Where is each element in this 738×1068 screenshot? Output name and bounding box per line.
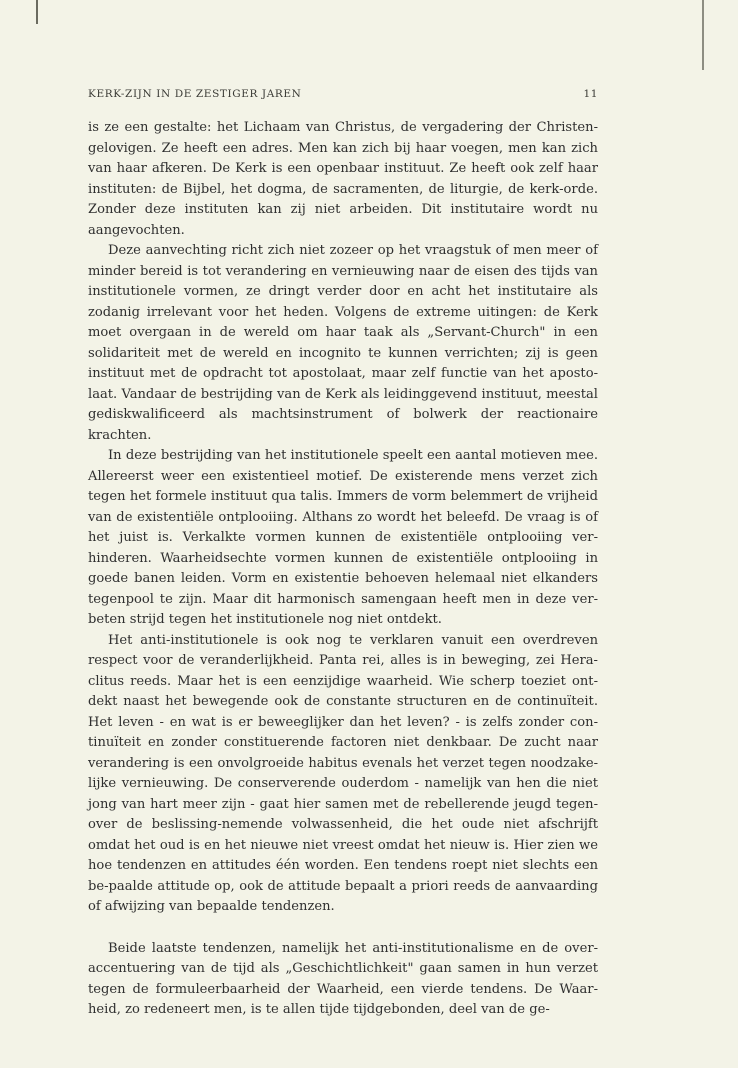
page-header bbox=[88, 88, 598, 104]
paragraph-5: Beide laatste tendenzen, namelijk het anti-institutionalisme en de over-accentuering van de tijd als „Geschichtlichkeit" gaan samen in hun verzet tegen de formuleerbaarheid der Waarheid, een vierde tendens. De Waar-heid, zo redeneert men, is te allen tijde tijdgebonden, deel van de ge- bbox=[88, 940, 598, 1017]
running-title: KERK-ZIJN IN DE ZESTIGER JAREN bbox=[88, 88, 302, 100]
scan-edge-left bbox=[36, 0, 38, 24]
paragraph-1: is ze een gestalte: het Lichaam van Christus, de vergadering der Christen-gelovigen. Ze heeft een adres. Men kan zich bij haar voegen, men kan zich van haar afkeren. De Kerk is een openbaar instituut. Ze heeft ook zelf haar instituten: de Bijbel, het dogma, de sacramenten, de liturgie, de kerk-orde. Zonder deze instituten kan zij niet arbeiden. Dit institutaire wordt nu aangevochten. bbox=[88, 120, 598, 238]
paragraph-4: Het anti-institutionele is ook nog te verklaren vanuit een overdreven respect voor de veranderlijkheid. Panta rei, alles is in beweging, zei Hera-clitus reeds. Maar het is een eenzijdige waarheid. Wie scherp toeziet ont-dekt naast het bewegende ook de constante structuren en de continuïteit. Het leven - en wat is er beweeglijker dan het leven? - is zelfs zonder con-tinuïteit en zonder constituerende factoren niet denkbaar. De zucht naar verandering is een onvolgroeide habitus evenals het verzet tegen noodzake-lijke vernieuwing. De conserverende ouderdom - namelijk van hen die niet jong van hart meer zijn - gaat hier samen met de rebellerende jeugd tegen-over de beslissing-nemende volwassenheid, die het oude niet afschrijft omdat het oud is en het nieuwe niet vreest omdat het nieuw is. Hier zien we hoe tendenzen en attitudes één worden. Een tendens roept niet slechts een be-paalde attitude op, ook de attitude bepaalt a priori reeds de aanvaarding of afwijzing van bepaalde tendenzen. bbox=[88, 632, 598, 914]
scan-edge-right bbox=[702, 0, 704, 70]
page-number: 11 bbox=[583, 88, 598, 100]
paragraph-3: In deze bestrijding van het institutionele speelt een aantal motieven mee. Allereerst weer een existentieel motief. De existerende mens verzet zich tegen het formele instituut qua talis. Immers de vorm belemmert de vrijheid van de existentiële ontplooiing. Althans zo wordt het beleefd. De vraag is of het juist is. Verkalkte vormen kunnen de existentiële ontplooiing ver-hinderen. Waarheidsechte vormen kunnen de existentiële ontplooiing in goede banen leiden. Vorm en existentie behoeven helemaal niet elkanders tegenpool te zijn. Maar dit harmonisch samengaan heeft men in deze ver-beten strijd tegen het institutionele nog niet ontdekt. bbox=[88, 448, 598, 627]
body-text bbox=[88, 118, 598, 1021]
paragraph-2: Deze aanvechting richt zich niet zozeer op het vraagstuk of men meer of minder bereid is tot verandering en vernieuwing naar de eisen des tijds van institutionele vormen, ze dringt verder door en acht het institutaire als zodanig irrelevant voor het heden. Volgens de extreme uitingen: de Kerk moet overgaan in de wereld om haar taak als „Servant-Church" in een solidariteit met de wereld en incognito te kunnen verrichten; zij is geen instituut met de opdracht tot apostolaat, maar zelf functie van het aposto-laat. Vandaar de bestrijding van de Kerk als leidinggevend instituut, meestal gediskwalificeerd als machtsinstrument of bolwerk der reactionaire krachten. bbox=[88, 243, 598, 443]
